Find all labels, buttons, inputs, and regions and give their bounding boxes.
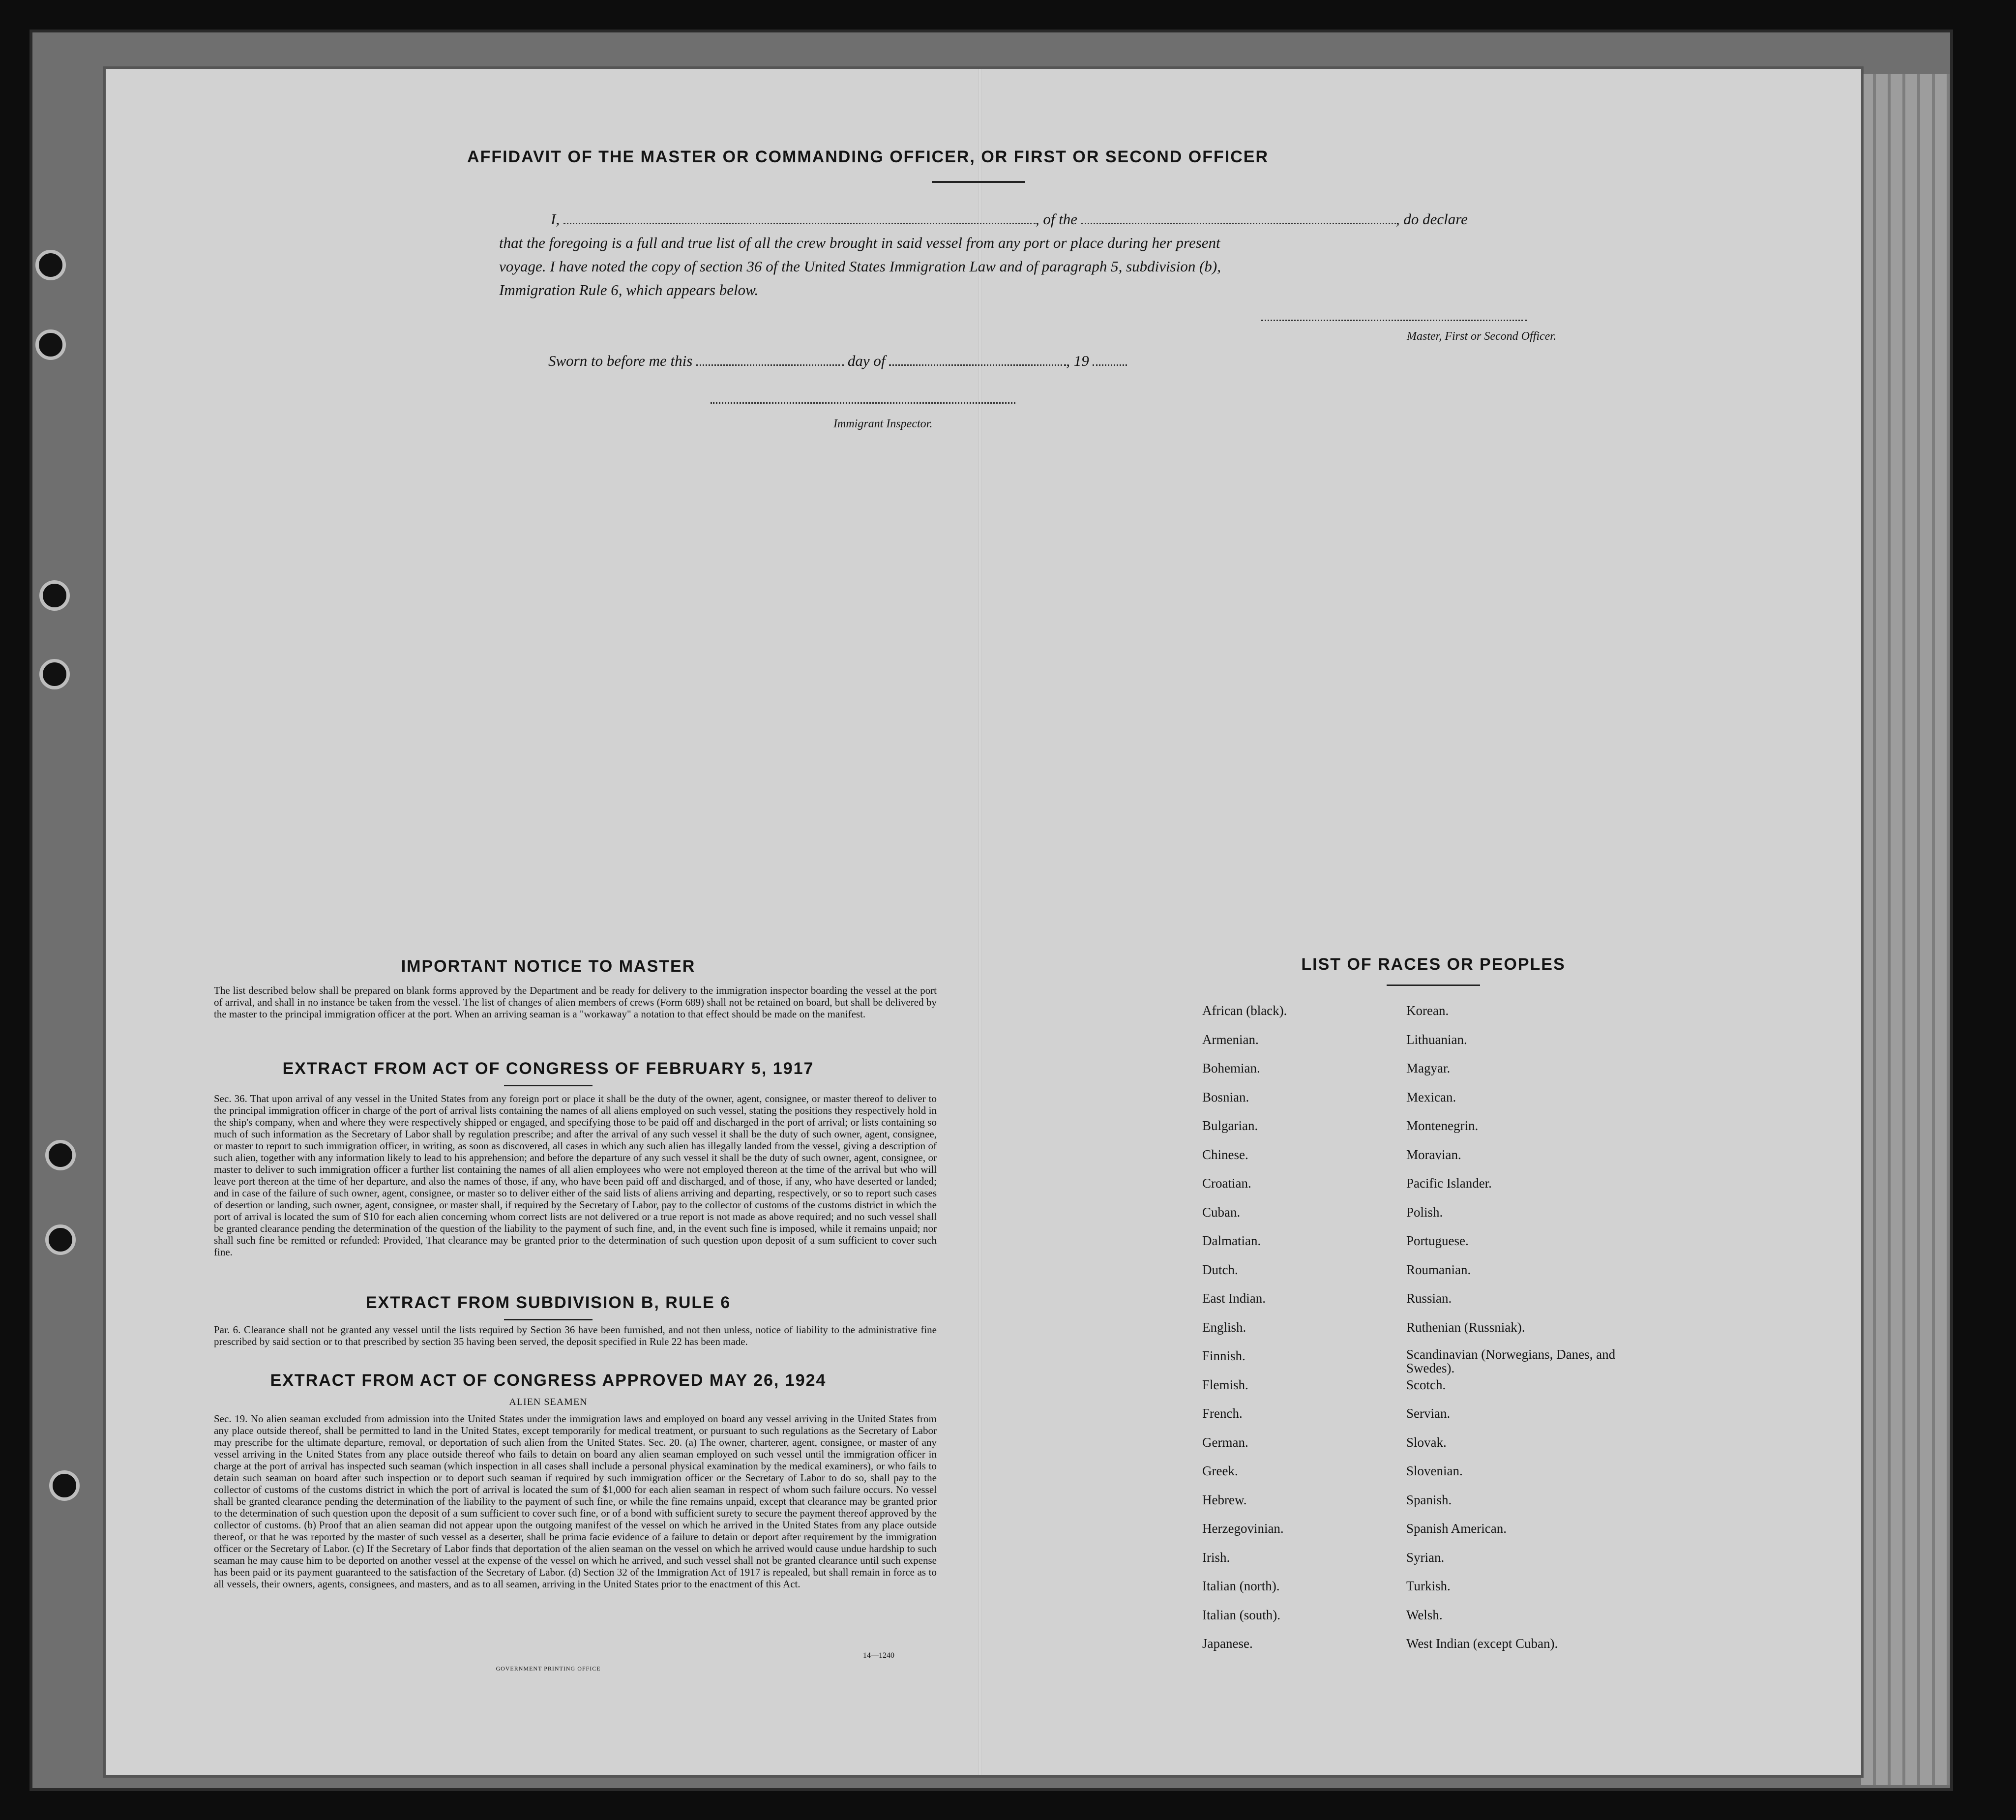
race-item: Dutch. [1202, 1262, 1238, 1277]
affidavit-line-4: Immigration Rule 6, which appears below. [499, 281, 759, 298]
race-item: Flemish. [1202, 1377, 1248, 1392]
race-item: Greek. [1202, 1463, 1238, 1478]
race-item: French. [1202, 1406, 1243, 1421]
race-item: Herzegovinian. [1202, 1521, 1284, 1536]
race-item: Magyar. [1406, 1061, 1451, 1075]
binder-hole [39, 580, 70, 611]
of-the-label: , of the [1035, 210, 1078, 228]
page-fold [978, 69, 981, 1775]
race-item: Polish. [1406, 1204, 1443, 1220]
binder-hole [45, 1140, 76, 1170]
binder-hole [39, 659, 70, 689]
race-item: Servian. [1406, 1406, 1451, 1421]
race-item: African (black). [1202, 1003, 1287, 1018]
race-item: Cuban. [1202, 1204, 1241, 1220]
race-item: Ruthenian (Russniak). [1406, 1319, 1525, 1335]
name-blank[interactable] [563, 223, 1036, 224]
race-item: Chinese. [1202, 1147, 1248, 1162]
i-label: I, [551, 210, 560, 228]
master-signature-label: Master, First or Second Officer. [1407, 330, 1556, 343]
races-title: LIST OF RACES OR PEOPLES [1301, 955, 1566, 974]
subdivision-body: Par. 6. Clearance shall not be granted any vessel until the lists required by Section 36 have been furnished, and not then unless, notice of liability to the administrative fine prescribed by said section or to that prescribed by section 35 having been served, the deposit specified in Rule 22 has been made. [214, 1324, 937, 1347]
race-item: Slovenian. [1406, 1463, 1463, 1478]
extract-1917-body: Sec. 36. That upon arrival of any vessel in the United States from any foreign port or place it shall be the duty of the owner, agent, consignee, or master thereof to deliver to the principal immigration officer in charge of the port of arrival lists containing the names of all aliens employed on such vessel, stating the positions they respectively hold in the ship's company, when and where they were respectively shipped or engaged, and specifying those to be paid off and discharged in the port of arrival; or lists containing so much of such information as the Secretary of Labor shall by regulation prescribe; and after the arrival of any such vessel it shall be the duty of such owner, agent, consignee, or master to report to such immigration officer, in writing, as soon as discovered, all cases in which any such alien has illegally landed from the vessel, giving a description of such alien, together with any information likely to lead to his apprehension; and before the departure of any such vessel it shall be the duty of such owner, agent, consignee, or master to deliver to such immigration officer a further list containing the names of all alien employees who were not employed thereon at the time of the arrival but who will leave port thereon at the time of her departure, and also the names of those, if any, who have been paid off and discharged, and of those, if any, who have deserted or landed; and in case of the failure of such owner, agent, consignee, or master so to deliver either of the said lists of aliens arriving and departing, respectively, or so to report such cases of desertion or landing, such owner, agent, consignee, or master shall, if required by the Secretary of Labor, pay to the collector of customs of the customs district in which the port of arrival is located the sum of $10 for each alien concerning whom correct lists are not delivered or a true report is not made as above required; and no such vessel shall be granted clearance pending the determination of the question of the liability to the payment of such fine, and, in the event such fine is imposed, while it remains unpaid; nor shall such fine be remitted or refunded: Provided, That clearance may be granted prior to the determination of such question upon deposit of a sum sufficient to cover such fine. [214, 1093, 937, 1258]
race-item: Scotch. [1406, 1377, 1446, 1392]
race-item: Spanish American. [1406, 1521, 1507, 1536]
notice-body: The list described below shall be prepared on blank forms approved by the Department and be ready for delivery to the immigration inspector boarding the vessel at the port of arrival, and shall in no instance be taken from the vessel. The list of changes of alien members of crews (Form 689) shall not be retained on board, but shall be delivered by the master to the principal immigration officer at the port. When an arriving seaman is a "workaway" a notation to that effect should be made on the manifest. [214, 985, 937, 1020]
race-item: English. [1202, 1319, 1246, 1335]
race-item: Croatian. [1202, 1176, 1251, 1191]
affidavit-body [499, 208, 1571, 302]
stacked-page-edges [1861, 74, 1950, 1785]
race-item: Armenian. [1202, 1032, 1259, 1047]
race-item: Syrian. [1406, 1550, 1445, 1565]
sworn-day-blank[interactable] [696, 364, 844, 366]
do-declare-label: , do declare [1395, 210, 1468, 228]
extract-1924-body: Sec. 19. No alien seaman excluded from admission into the United States under the immigration laws and employed on board any vessel arriving in the United States from any place outside thereof, shall be permitted to land in the United States, except temporarily for medical treatment, or pursuant to such regulations as the Secretary of Labor may prescribe for the ultimate departure, removal, or deportation of such alien from the United States. Sec. 20. (a) The owner, charterer, agent, consignee, or master of any vessel arriving in the United States from any place outside thereof who fails to detain on board any alien seaman employed on such vessel until the immigration officer in charge at the port of arrival has inspected such seaman (which inspection in all cases shall include a personal physical examination by the medical examiners), or who fails to detain such seaman on board after such inspection or to deport such seaman if required by such immigration officer or the Secretary of Labor to do so, shall pay to the collector of customs of the customs district in which the port of arrival is located the sum of $1,000 for each alien seaman in respect of whom such failure occurs. No vessel shall be granted clearance pending the determination of the liability to the payment of such fine, or while the fine remains unpaid, except that clearance may be granted prior to the determination of such question upon the deposit of a sum sufficient to cover such fine, or of a bond with sufficient surety to secure the payment thereof approved by the collector of customs. (b) Proof that an alien seaman did not appear upon the outgoing manifest of the vessel on which he arrived in the United States from any place outside thereof, or that he was reported by the master of such vessel as a deserter, shall be prima facie evidence of a failure to detain or deport after requirement by the immigration officer or the Secretary of Labor. (c) If the Secretary of Labor finds that deportation of the alien seaman on the vessel on which he arrived would cause undue hardship to such seaman he may cause him to be deported on another vessel at the expense of the vessel on which he arrived, and such vessel shall not be granted clearance until such expense has been paid or its payment guaranteed to the satisfaction of the Secretary of Labor. (d) Section 32 of the Immigration Act of 1917 is repealed, but shall remain in force as to all vessels, their owners, agents, consignees, and masters, and as to all seamen, arriving in the United States prior to the enactment of this Act. [214, 1413, 937, 1590]
race-item: Turkish. [1406, 1579, 1451, 1593]
day-of-label: day of [847, 352, 886, 369]
binder-hole [35, 329, 66, 360]
affidavit-line-2: that the foregoing is a full and true list of all the crew brought in said vessel from any port or place during her present [499, 234, 1220, 251]
subdivision-title: EXTRACT FROM SUBDIVISION B, RULE 6 [365, 1293, 731, 1312]
sworn-month-blank[interactable] [889, 364, 1066, 366]
race-item: Japanese. [1202, 1636, 1253, 1651]
divider [504, 1085, 593, 1086]
race-item: Dalmatian. [1202, 1233, 1261, 1248]
binder-hole [49, 1470, 80, 1501]
race-item: Hebrew. [1202, 1492, 1247, 1507]
races-right-column [1406, 1002, 1652, 1664]
affidavit-line-1 [499, 208, 1571, 231]
race-item: Korean. [1406, 1003, 1449, 1018]
master-signature-line[interactable] [1261, 320, 1527, 321]
race-item: Italian (north). [1202, 1579, 1280, 1593]
affidavit-line-3: voyage. I have noted the copy of section 36 of the United States Immigration Law and of paragraph 5, subdivision (b), [499, 258, 1221, 275]
race-item: Roumanian. [1406, 1262, 1471, 1277]
race-item: East Indian. [1202, 1291, 1266, 1306]
race-item: Scandinavian (Norwegians, Danes, and Swedes). [1406, 1347, 1616, 1375]
race-item: Irish. [1202, 1550, 1230, 1565]
notice-title: IMPORTANT NOTICE TO MASTER [401, 957, 696, 976]
race-item: Spanish. [1406, 1492, 1452, 1507]
inspector-signature-label: Immigrant Inspector. [833, 418, 933, 430]
race-item: Montenegrin. [1406, 1118, 1479, 1133]
sworn-label: Sworn to before me this [548, 352, 693, 369]
alien-seamen-subtitle: ALIEN SEAMEN [509, 1397, 588, 1407]
year-label: , 19 [1066, 352, 1089, 369]
affidavit-title: AFFIDAVIT OF THE MASTER OR COMMANDING OFFICER, OR FIRST OR SECOND OFFICER [467, 148, 1269, 166]
race-item: Slovak. [1406, 1434, 1447, 1450]
divider [932, 181, 1025, 183]
race-item: German. [1202, 1434, 1248, 1450]
race-item: Portuguese. [1406, 1233, 1469, 1248]
race-item: West Indian (except Cuban). [1406, 1636, 1558, 1651]
race-item: Bulgarian. [1202, 1118, 1258, 1133]
divider [1387, 985, 1480, 986]
race-item: Finnish. [1202, 1348, 1245, 1363]
race-item: Mexican. [1406, 1089, 1456, 1104]
binder-hole [35, 250, 66, 280]
race-item: Italian (south). [1202, 1607, 1280, 1622]
form-number: 14—1240 [863, 1651, 894, 1660]
race-item: Welsh. [1406, 1607, 1443, 1622]
extract-1917-title: EXTRACT FROM ACT OF CONGRESS OF FEBRUARY 5, 1917 [282, 1059, 814, 1078]
race-item: Bohemian. [1202, 1061, 1260, 1075]
form-page [106, 69, 1861, 1775]
binder-hole [45, 1224, 76, 1255]
race-item: Pacific Islander. [1406, 1176, 1492, 1191]
race-item: Russian. [1406, 1291, 1452, 1306]
inspector-signature-line[interactable] [711, 402, 1015, 404]
sworn-line [548, 349, 1286, 373]
extract-1924-title: EXTRACT FROM ACT OF CONGRESS APPROVED MAY 26, 1924 [270, 1371, 827, 1390]
race-item: Moravian. [1406, 1147, 1461, 1162]
printer-imprint: GOVERNMENT PRINTING OFFICE [496, 1665, 601, 1672]
race-item: Lithuanian. [1406, 1032, 1467, 1047]
sworn-year-blank[interactable] [1093, 364, 1127, 366]
vessel-blank[interactable] [1081, 223, 1396, 224]
divider [504, 1319, 593, 1320]
race-item: Bosnian. [1202, 1089, 1249, 1104]
